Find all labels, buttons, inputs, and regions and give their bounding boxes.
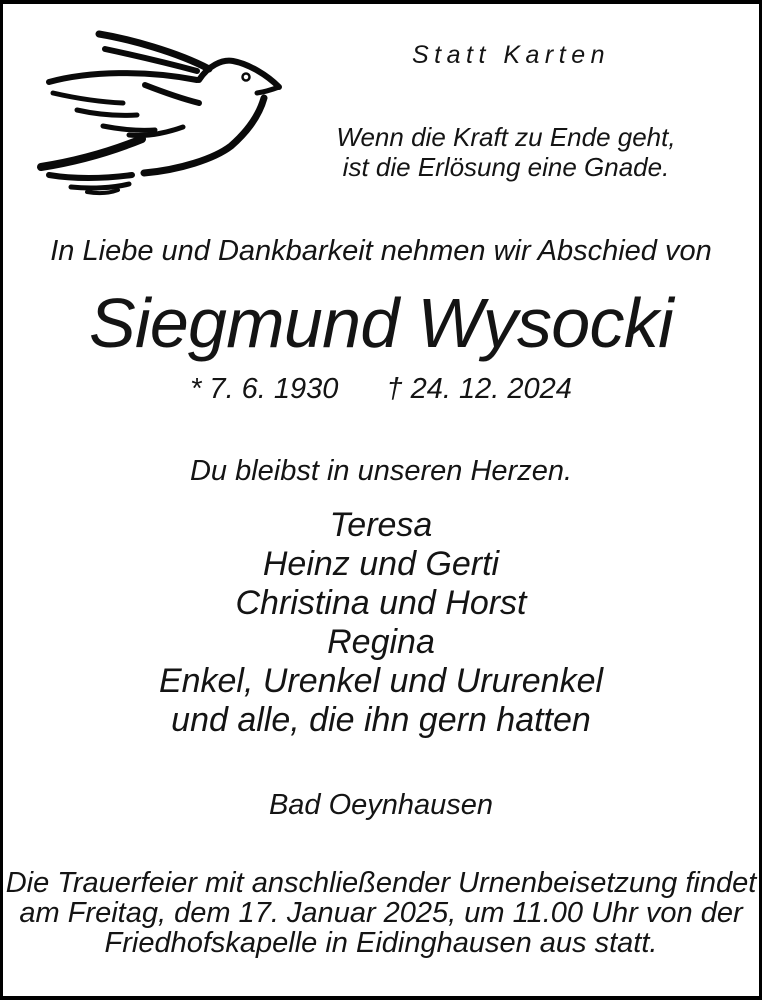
farewell-line: Du bleibst in unseren Herzen. — [189, 455, 573, 487]
funeral-line-3: Friedhofskapelle in Eidinghausen aus statt. — [104, 927, 658, 959]
mourner-line: Teresa — [329, 506, 433, 544]
quote-line-2: ist die Erlösung eine Gnade. — [342, 152, 670, 182]
dove-icon — [11, 20, 301, 205]
life-dates — [3, 374, 759, 404]
mourner-line: Enkel, Urenkel und Ururenkel — [158, 662, 604, 700]
mourners-list — [3, 506, 759, 740]
notice-header — [3, 4, 759, 216]
intro-line: In Liebe und Dankbarkeit nehmen wir Abschied von — [50, 235, 712, 267]
mourner-line: und alle, die ihn gern hatten — [171, 701, 591, 739]
funeral-line-1: Die Trauerfeier mit anschließender Urnenbeisetzung findet — [5, 867, 757, 899]
deceased-name: Siegmund Wysocki — [88, 284, 673, 362]
funeral-info — [3, 868, 759, 958]
city-line: Bad Oeynhausen — [268, 789, 494, 821]
funeral-line-2: am Freitag, dem 17. Januar 2025, um 11.00 Uhr von der — [19, 897, 743, 929]
mourner-line: Christina und Horst — [235, 584, 527, 622]
death-date: † 24. 12. 2024 — [386, 373, 572, 405]
mourner-line: Regina — [327, 623, 435, 661]
notice-body — [3, 234, 759, 958]
statt-karten-label: Statt Karten — [411, 41, 611, 69]
birth-date: * 7. 6. 1930 — [190, 373, 339, 405]
opening-quote — [331, 122, 681, 182]
quote-line-1: Wenn die Kraft zu Ende geht, — [336, 122, 676, 152]
mourner-line: Heinz und Gerti — [262, 545, 500, 583]
